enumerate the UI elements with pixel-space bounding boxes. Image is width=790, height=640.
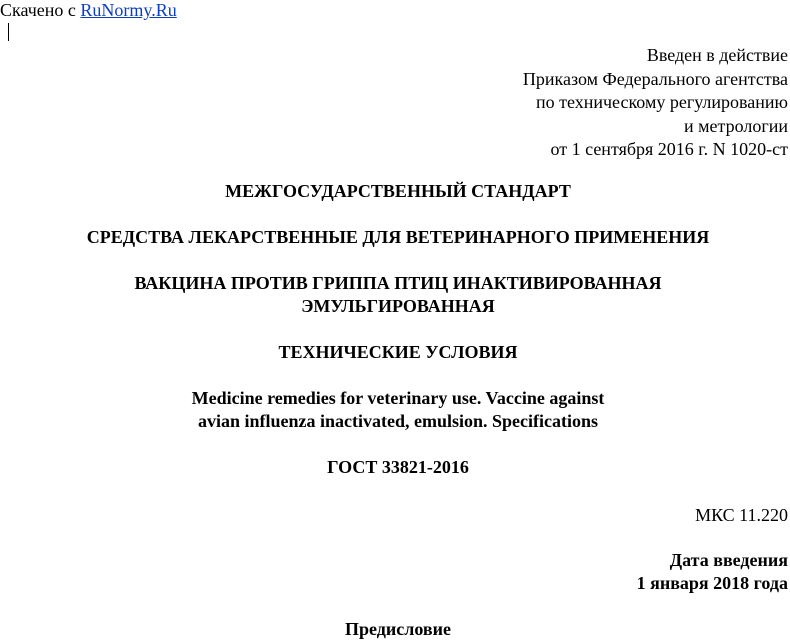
enactment-block <box>523 44 788 162</box>
intro-date-label: Дата введения <box>669 550 788 570</box>
enactment-line: от 1 сентября 2016 г. N 1020-ст <box>550 139 788 160</box>
enactment-line: по техническому регулированию <box>535 92 788 113</box>
standard-type-heading: МЕЖГОСУДАРСТВЕННЫЙ СТАНДАРТ <box>225 181 571 201</box>
intro-date-value: 1 января 2018 года <box>636 573 788 593</box>
source-link[interactable]: RuNormy.Ru <box>80 0 177 20</box>
section-title: Предисловие <box>345 619 451 639</box>
category-heading: СРЕДСТВА ЛЕКАРСТВЕННЫЕ ДЛЯ ВЕТЕРИНАРНОГО ПРИМЕНЕНИЯ <box>86 227 710 247</box>
text-cursor <box>8 23 9 41</box>
mks-code: МКС 11.220 <box>695 505 788 525</box>
subtitle-heading: ТЕХНИЧЕСКИЕ УСЛОВИЯ <box>278 342 518 362</box>
title-heading-line-2: ЭМУЛЬГИРОВАННАЯ <box>301 296 495 316</box>
english-title-line-1: Medicine remedies for veterinary use. Vaccine against <box>191 388 605 408</box>
gost-number: ГОСТ 33821-2016 <box>327 457 469 477</box>
enactment-line: и метрологии <box>684 115 788 136</box>
enactment-line: Приказом Федерального агентства <box>522 68 788 89</box>
enactment-line: Введен в действие <box>646 45 788 65</box>
english-title-line-2: avian influenza inactivated, emulsion. Specifications <box>197 411 599 431</box>
source-prefix: Скачено с <box>0 0 81 20</box>
source-line <box>0 0 177 20</box>
title-heading-line-1: ВАКЦИНА ПРОТИВ ГРИППА ПТИЦ ИНАКТИВИРОВАННАЯ <box>134 273 662 293</box>
